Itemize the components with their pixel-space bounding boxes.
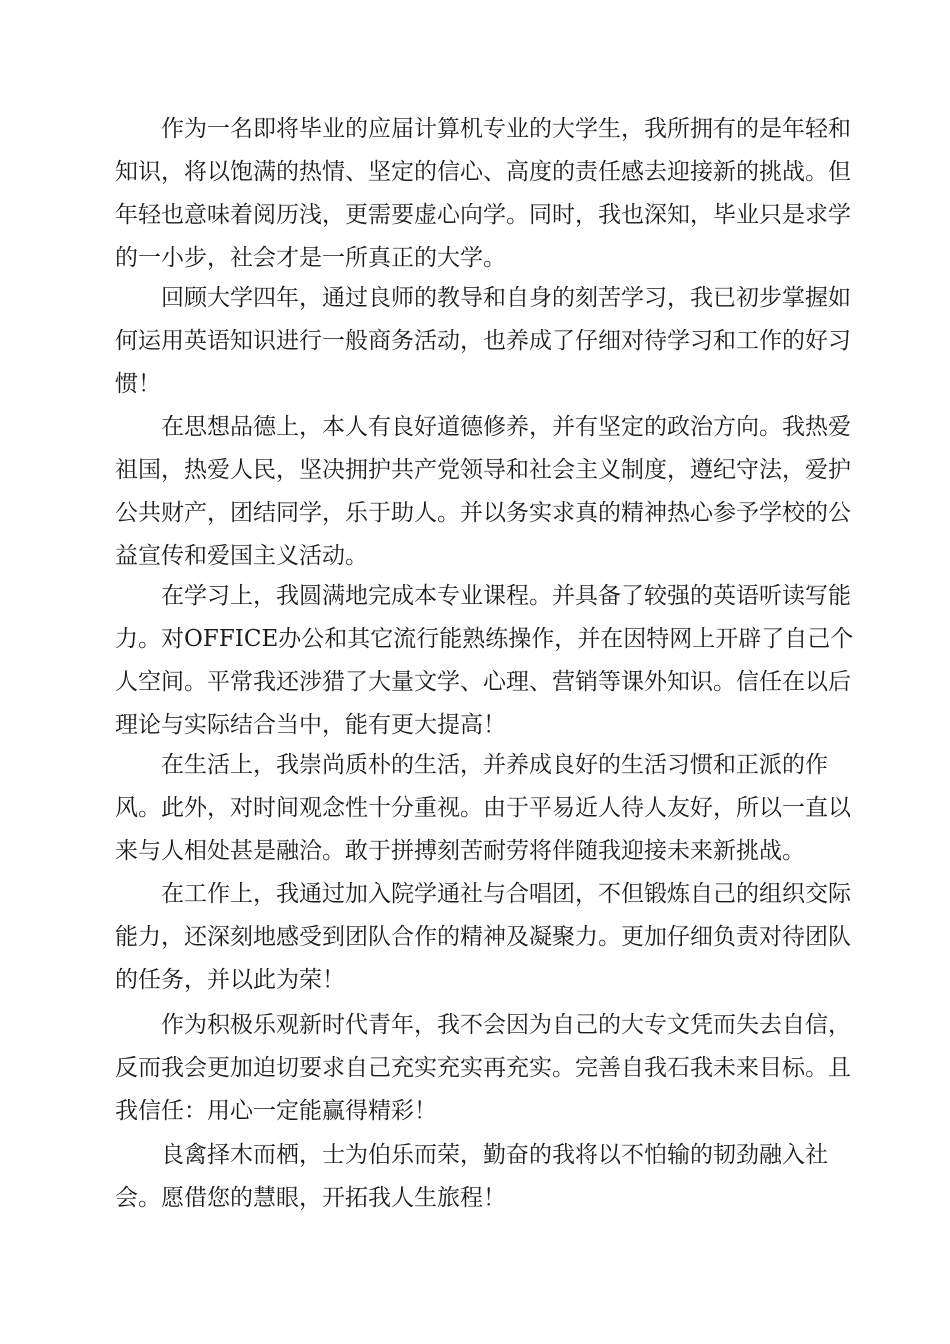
paragraph-line: 回顾大学四年，通过良师的教导和自身的刻苦学习，我已初步掌握如 [161, 285, 851, 311]
paragraph-line: 作为一名即将毕业的应届计算机专业的大学生，我所拥有的是年轻和 [161, 116, 851, 142]
paragraph-line: 公共财产，团结同学，乐于助人。并以务实求真的精神热心参予学校的公 [115, 500, 851, 526]
paragraph-line: 益宣传和爱国主义活动。 [115, 543, 368, 569]
paragraph-line: 的任务，并以此为荣！ [115, 967, 345, 993]
paragraph-line: 风。此外，对时间观念性十分重视。由于平易近人待人友好，所以一直以 [115, 795, 851, 821]
paragraph-line: 反而我会更加迫切要求自己充实充实再充实。完善自我石我未来目标。且 [115, 1055, 851, 1081]
paragraph-line: 理论与实际结合当中，能有更大提高！ [115, 712, 506, 738]
paragraph-line: 在生活上，我崇尚质朴的生活，并养成良好的生活习惯和正派的作 [161, 752, 828, 778]
paragraph-line: 会。愿借您的慧眼，开拓我人生旅程！ [115, 1185, 506, 1211]
paragraph-line: 在思想品德上，本人有良好道德修养，并有坚定的政治方向。我热爱 [161, 414, 851, 440]
paragraph-line: 我信任：用心一定能赢得精彩！ [115, 1098, 437, 1124]
paragraph-line: 年轻也意味着阅历浅，更需要虚心向学。同时，我也深知，毕业只是求学 [115, 202, 851, 228]
paragraph-line: 何运用英语知识进行一般商务活动，也养成了仔细对待学习和工作的好习 [115, 328, 851, 354]
paragraph-line: 力。对OFFICE办公和其它流行能熟练操作，并在因特网上开辟了自己个 [115, 626, 854, 652]
paragraph-line: 在工作上，我通过加入院学通社与合唱团，不但锻炼自己的组织交际 [161, 881, 851, 907]
paragraph-line: 惯！ [115, 371, 161, 397]
paragraph-line: 在学习上，我圆满地完成本专业课程。并具备了较强的英语听读写能 [161, 583, 851, 609]
paragraph-line: 知识，将以饱满的热情、坚定的信心、高度的责任感去迎接新的挑战。但 [115, 159, 851, 185]
paragraph-line: 人空间。平常我还涉猎了大量文学、心理、营销等课外知识。信任在以后 [115, 669, 851, 695]
paragraph-line: 能力，还深刻地感受到团队合作的精神及凝聚力。更加仔细负责对待团队 [115, 924, 851, 950]
paragraph-line: 的一小步，社会才是一所真正的大学。 [115, 245, 506, 271]
paragraph-line: 作为积极乐观新时代青年，我不会因为自己的大专文凭而失去自信， [161, 1012, 851, 1038]
paragraph-line: 良禽择木而栖，士为伯乐而荣，勤奋的我将以不怕输的韧劲融入社 [161, 1142, 828, 1168]
paragraph-line: 来与人相处甚是融洽。敢于拼搏刻苦耐劳将伴随我迎接未来新挑战。 [115, 838, 805, 864]
paragraph-line: 祖国，热爱人民，坚决拥护共产党领导和社会主义制度，遵纪守法，爱护 [115, 457, 851, 483]
